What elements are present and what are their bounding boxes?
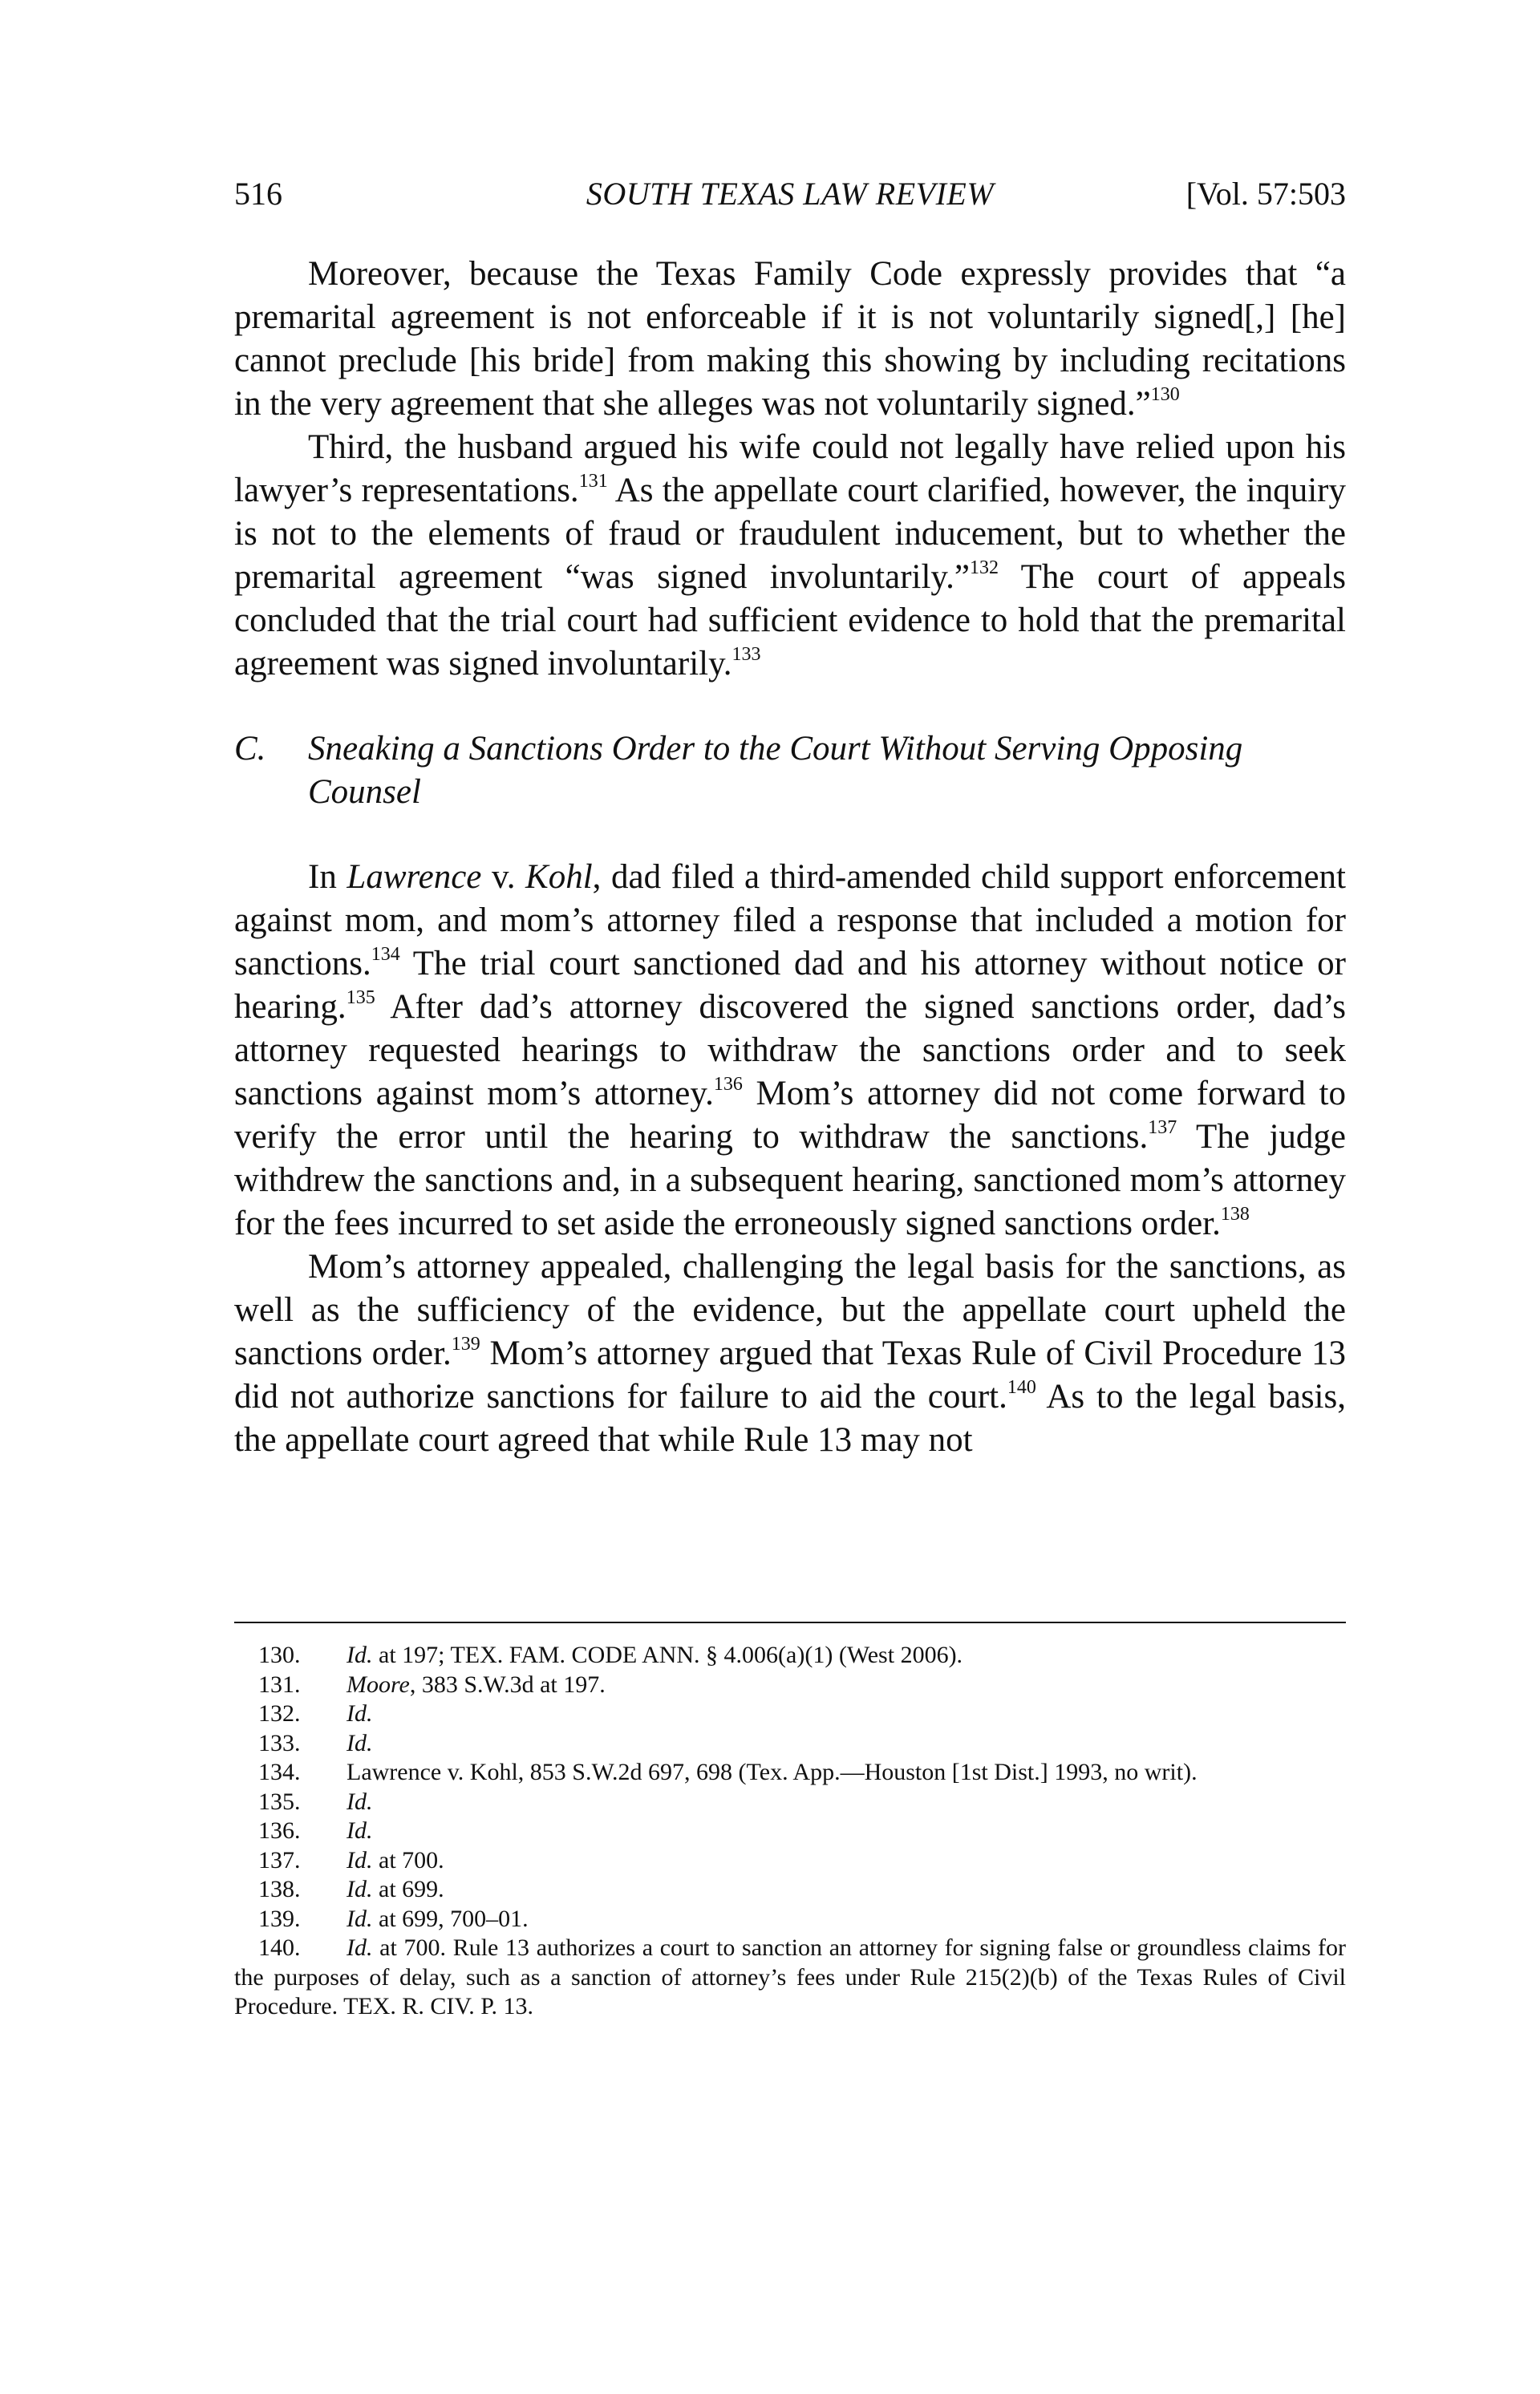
footnote-ref-136[interactable]: 136 (713, 1074, 743, 1095)
footnote-135 (234, 1788, 1346, 1817)
footnote-number: 138. (258, 1876, 301, 1902)
footnote-ref-132[interactable]: 132 (969, 557, 999, 578)
footnote-text: at 197; TEX. FAM. CODE ANN. § 4.006(a)(1) (West 2006). (372, 1642, 963, 1668)
footnote-134 (234, 1758, 1346, 1788)
footnote-case-name: Moore (346, 1671, 410, 1698)
footnote-signal: Id. (346, 1846, 373, 1873)
footnote-signal: Id. (346, 1817, 373, 1844)
footnote-ref-131[interactable]: 131 (578, 471, 608, 492)
main-text (234, 253, 1346, 1462)
footnote-ref-140[interactable]: 140 (1007, 1377, 1036, 1398)
paragraph-4-text-c: As to the legal basis, the appellate court agreed that while Rule 13 may not (234, 1378, 1346, 1459)
paragraph-2-text-c: The court of appeals concluded that the trial court had sufficient evidence to hold that the premarital agreement was signed involuntarily. (234, 558, 1346, 683)
case-name-lawrence: Lawrence (346, 858, 482, 896)
footnote-signal: Id. (346, 1729, 373, 1756)
footnote-signal: Id. (346, 1905, 373, 1932)
footnote-text: at 700. Rule 13 authorizes a court to sanction an attorney for signing false or groundless claims for the purposes of delay, such as a sanction of attorney’s fees under Rule 215(2)(b) of the Texas Rules of Civil Procedure. TEX. R. CIV. P. 13. (234, 1934, 1346, 2019)
footnote-signal: Id. (346, 1642, 373, 1668)
footnote-ref-130[interactable]: 130 (1150, 384, 1180, 405)
footnote-number: 140. (258, 1934, 301, 1961)
section-letter: C. (234, 730, 266, 768)
footnote-ref-133[interactable]: 133 (732, 644, 761, 665)
paragraph-3-text-a: In (308, 858, 347, 896)
footnote-number: 135. (258, 1788, 301, 1815)
paragraph-2 (234, 426, 1346, 686)
footnote-text: at 699, 700–01. (372, 1905, 529, 1932)
footnote-ref-139[interactable]: 139 (451, 1334, 480, 1355)
footnote-signal: Id. (346, 1876, 373, 1902)
footnote-133 (234, 1729, 1346, 1759)
footnote-text: at 700. (372, 1846, 444, 1873)
case-versus: v. (481, 858, 526, 896)
section-heading (234, 727, 1346, 814)
footnote-130 (234, 1641, 1346, 1671)
footnote-ref-135[interactable]: 135 (346, 987, 375, 1008)
journal-title: SOUTH TEXAS LAW REVIEW (586, 176, 995, 212)
footnote-number: 137. (258, 1846, 301, 1873)
paragraph-1-text: Moreover, because the Texas Family Code expressly provides that “a premarital agreement is not enforceable if it is not voluntarily signed[,] [he] cannot preclude [his bride] from making this showing by including recitations in the very agreement that she alleges was not voluntarily signed.” (234, 255, 1346, 423)
footnote-number: 134. (258, 1759, 301, 1785)
paragraph-4-text-b: Mom’s attorney argued that Texas Rule of Civil Procedure 13 did not authorize sanctions for failure to aid the court. (234, 1335, 1346, 1416)
footnote-ref-134[interactable]: 134 (371, 944, 400, 965)
paragraph-3-text-f: The judge withdrew the sanctions and, in a subsequent hearing, sanctioned mom’s attorney for the fees incurred to set aside the erroneously signed sanctions order. (234, 1118, 1346, 1242)
footnote-ref-138[interactable]: 138 (1220, 1204, 1250, 1225)
paragraph-4 (234, 1246, 1346, 1462)
footnote-ref-137[interactable]: 137 (1148, 1117, 1177, 1138)
paragraph-3-text-b: , dad filed a third-amended child support enforcement against mom, and mom’s attorney filed a response that included a motion for sanctions. (234, 858, 1346, 982)
footnote-132 (234, 1699, 1346, 1729)
running-header (234, 170, 1346, 218)
paragraph-2-text-a: Third, the husband argued his wife could not legally have relied upon his lawyer’s representations. (234, 428, 1346, 509)
paragraph-3 (234, 856, 1346, 1246)
page-number: 516 (234, 176, 282, 212)
paragraph-3-text-e: Mom’s attorney did not come forward to verify the error until the hearing to withdraw the sanctions. (234, 1075, 1346, 1156)
footnote-number: 136. (258, 1817, 301, 1844)
paragraph-3-text-c: The trial court sanctioned dad and his attorney without notice or hearing. (234, 945, 1346, 1026)
section-title: Sneaking a Sanctions Order to the Court Without Serving Opposing Counsel (308, 730, 1243, 811)
footnote-signal: Id. (346, 1934, 373, 1961)
footnote-136 (234, 1817, 1346, 1846)
footnote-140 (234, 1934, 1346, 2022)
footnote-number: 131. (258, 1671, 301, 1698)
case-name-kohl: Kohl (525, 858, 593, 896)
footnote-divider (234, 1622, 1346, 1623)
paragraph-2-text-b: As the appellate court clarified, however, the inquiry is not to the elements of fraud or fraudulent inducement, but to whether the premarital agreement “was signed involuntarily.” (234, 472, 1346, 596)
footnote-text: Lawrence v. Kohl, 853 S.W.2d 697, 698 (Tex. App.—Houston [1st Dist.] 1993, no writ). (346, 1759, 1198, 1785)
footnote-number: 130. (258, 1642, 301, 1668)
footnote-signal: Id. (346, 1788, 373, 1815)
volume-citation: [Vol. 57:503 (1185, 176, 1346, 212)
footnote-signal: Id. (346, 1700, 373, 1727)
footnote-137 (234, 1846, 1346, 1876)
footnote-139 (234, 1905, 1346, 1934)
footnote-number: 139. (258, 1905, 301, 1932)
paragraph-4-text-a: Mom’s attorney appealed, challenging the legal basis for the sanctions, as well as the sufficiency of the evidence, but the appellate court upheld the sanctions order. (234, 1248, 1346, 1372)
footnote-number: 133. (258, 1729, 301, 1756)
footnote-138 (234, 1875, 1346, 1905)
footnote-text: , 383 S.W.3d at 197. (409, 1671, 606, 1698)
paragraph-3-text-d: After dad’s attorney discovered the signed sanctions order, dad’s attorney requested hearings to withdraw the sanctions order and to seek sanctions against mom’s attorney. (234, 988, 1346, 1112)
footnotes (234, 1641, 1346, 2022)
footnote-number: 132. (258, 1700, 301, 1727)
footnote-text: at 699. (372, 1876, 444, 1902)
paragraph-1 (234, 253, 1346, 426)
footnote-131 (234, 1671, 1346, 1700)
